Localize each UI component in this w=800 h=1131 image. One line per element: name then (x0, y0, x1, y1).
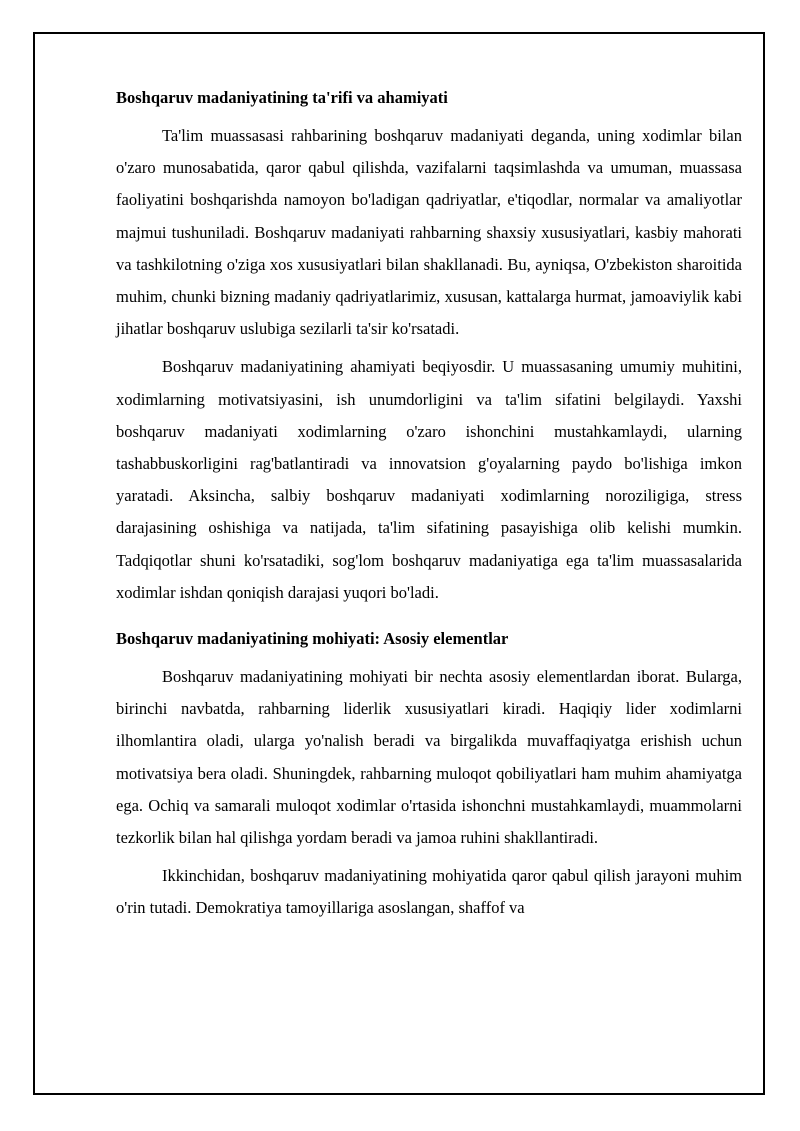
paragraph-definition: Ta'lim muassasasi rahbarining boshqaruv madaniyati deganda, uning xodimlar bilan o'zaro munosabatida, qaror qabul qilishda, vazifalarni taqsimlashda va umuman, muassasa faoliyatini boshqarishda namoyon bo'ladigan qadriyatlar, e'tiqodlar, normalar va amaliyotlar majmui tushuniladi. Boshqaruv madaniyati rahbarning shaxsiy xususiyatlari, kasbiy mahorati va tashkilotning o'ziga xos xususiyatlari bilan shakllanadi. Bu, ayniqsa, O'zbekiston sharoitida muhim, chunki bizning madaniy qadriyatlarimiz, xususan, kattalarga hurmat, jamoaviylik kabi jihatlar boshqaruv uslubiga sezilarli ta'sir ko'rsatadi. (116, 126, 742, 339)
paragraph-leadership: Boshqaruv madaniyatining mohiyati bir nechta asosiy elementlardan iborat. Bularga, birinchi navbatda, rahbarning liderlik xususiyatlari kiradi. Haqiqiy lider xodimlarni ilhomlantira oladi, ularga yo'nalish beradi va birgalikda muvaffaqiyatga erishish uchun motivatsiya bera oladi. Shuningdek, rahbarning muloqot qobiliyatlari ham muhim ahamiyatga ega. Ochiq va samarali muloqot xodimlar o'rtasida ishonchni mustahkamlaydi, muammolarni tezkorlik bilan hal qilishga yordam beradi va jamoa ruhini shakllantiradi. (116, 667, 742, 848)
section-heading-essence: Boshqaruv madaniyatining mohiyati: Asosiy elementlar (116, 629, 509, 649)
paragraph-decision-making: Ikkinchidan, boshqaruv madaniyatining mohiyatida qaror qabul qilish jarayoni muhim o'rin tutadi. Demokratiya tamoyillariga asoslangan, shaffof va (116, 866, 742, 918)
document-body (116, 82, 742, 925)
paragraph-importance: Boshqaruv madaniyatining ahamiyati beqiyosdir. U muassasaning umumiy muhitini, xodimlarning motivatsiyasini, ish unumdorligini va ta'lim sifatini belgilaydi. Yaxshi boshqaruv madaniyati xodimlarning o'zaro ishonchini mustahkamlaydi, ularning tashabbuskorligini rag'batlantiradi va innovatsion g'oyalarning paydo bo'lishiga imkon yaratadi. Aksincha, salbiy boshqaruv madaniyati xodimlarning noroziligiga, stress darajasining oshishiga va natijada, ta'lim sifatining pasayishiga olib kelishi mumkin. Tadqiqotlar shuni ko'rsatadiki, sog'lom boshqaruv madaniyatiga ega ta'lim muassasalarida xodimlar ishdan qoniqish darajasi yuqori bo'ladi. (116, 357, 742, 602)
section-heading-definition: Boshqaruv madaniyatining ta'rifi va ahamiyati (116, 88, 448, 107)
